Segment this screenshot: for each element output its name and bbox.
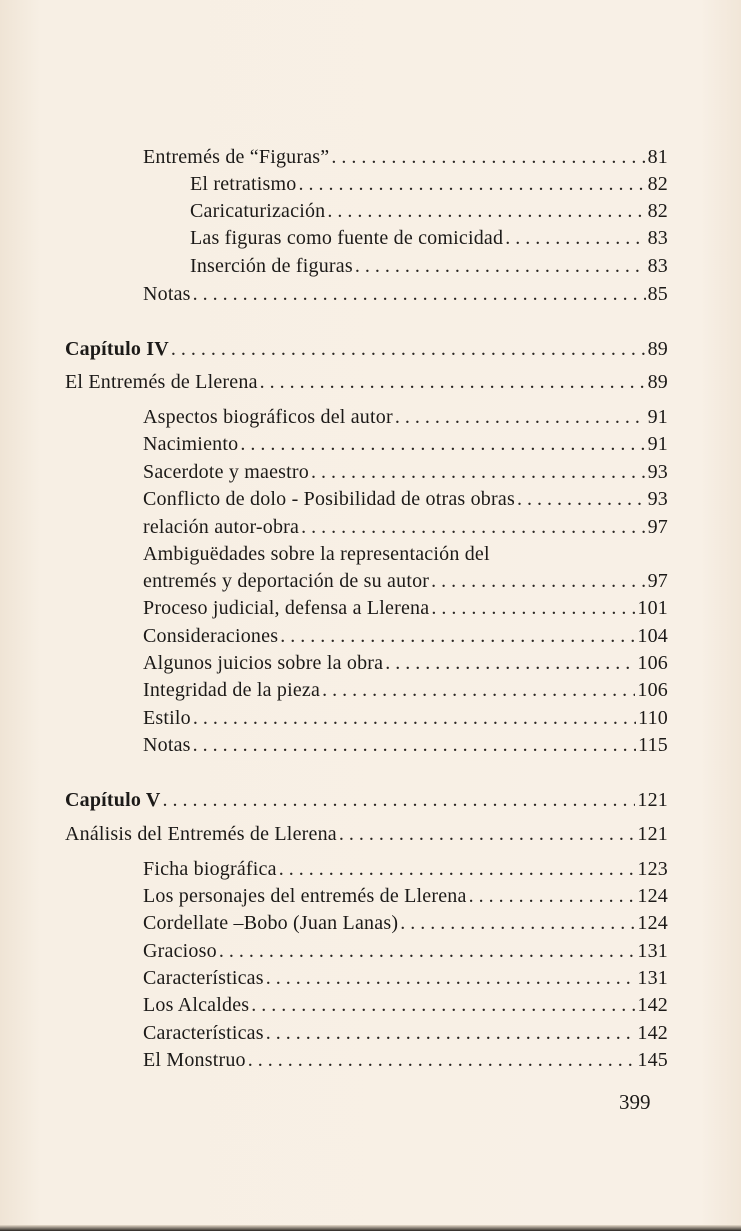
toc-entry-title: Notas — [143, 283, 191, 305]
toc-entry — [143, 569, 668, 593]
toc-entry-page: 106 — [637, 652, 668, 674]
toc-entry-page: 97 — [647, 570, 668, 592]
dot-leader — [339, 822, 636, 846]
toc-entry-title: Análisis del Entremés de Llerena — [65, 823, 337, 845]
dot-leader — [266, 966, 636, 990]
toc-entry-title: El retratismo — [190, 173, 297, 195]
toc-entry-page: 91 — [647, 433, 668, 455]
toc-entry-page: 131 — [637, 940, 668, 962]
dot-leader — [331, 145, 645, 169]
toc-entry-page: 83 — [647, 227, 668, 249]
toc-entry-page: 142 — [637, 994, 668, 1016]
dot-leader — [193, 282, 646, 306]
dot-leader — [280, 624, 635, 648]
toc-entry-title: Proceso judicial, defensa a Llerena — [143, 597, 430, 619]
toc-entry-title: El Entremés de Llerena — [65, 371, 258, 393]
toc-entry-title: Integridad de la pieza — [143, 679, 321, 701]
toc-entry-page: 93 — [647, 488, 668, 510]
toc-entry-title: Características — [143, 1022, 264, 1044]
toc-entry-page: 91 — [647, 406, 668, 428]
dot-leader — [171, 337, 646, 361]
page-number: 399 — [619, 1090, 651, 1114]
toc-entry-title: Gracioso — [143, 940, 217, 962]
toc-entry-page: 89 — [647, 338, 668, 360]
dot-leader — [193, 733, 636, 757]
toc-entry — [143, 282, 668, 306]
toc-entry-title: Estilo — [143, 707, 191, 729]
toc-entry-page: 123 — [637, 858, 668, 880]
toc-entry-title: Inserción de figuras — [190, 255, 353, 277]
toc-entry-page: 124 — [637, 885, 668, 907]
toc-chapter-heading — [65, 337, 668, 361]
toc-entry — [190, 226, 668, 250]
toc-entry — [143, 706, 668, 730]
toc-entry-page: 115 — [638, 734, 668, 756]
dot-leader — [240, 432, 645, 456]
toc-entry-page: 121 — [637, 789, 668, 811]
toc-entry-page: 106 — [637, 679, 668, 701]
toc-entry-title: Capítulo V — [65, 789, 161, 811]
toc-entry-title: relación autor-obra — [143, 516, 300, 538]
toc-entry — [143, 857, 668, 881]
toc-entry-page: 104 — [637, 625, 668, 647]
dot-leader — [279, 857, 636, 881]
dot-leader — [266, 1021, 636, 1045]
dot-leader — [385, 651, 635, 675]
dot-leader — [395, 405, 646, 429]
toc-entry — [190, 172, 668, 196]
toc-entry — [143, 1021, 668, 1045]
toc-entry — [143, 515, 668, 539]
dot-leader — [431, 569, 645, 593]
toc-entry-title: Características — [143, 967, 264, 989]
toc-entry-title: Ficha biográfica — [143, 858, 277, 880]
toc-entry — [143, 624, 668, 648]
dot-leader — [251, 993, 635, 1017]
toc-entry — [143, 460, 668, 484]
toc-entry-title: Conflicto de dolo - Posibilidad de otras obras — [143, 488, 515, 510]
toc-entry — [143, 487, 668, 511]
toc-entry-title: Notas — [143, 734, 191, 756]
dot-leader — [505, 226, 645, 250]
toc-entry — [65, 370, 668, 394]
toc-chapter-heading — [65, 788, 668, 812]
dot-leader — [219, 939, 636, 963]
toc-entry-page: 145 — [637, 1049, 668, 1071]
toc-entry — [143, 733, 668, 757]
toc-entry — [143, 596, 668, 620]
toc-entry-title: Algunos juicios sobre la obra — [143, 652, 384, 674]
toc-entry-page: 131 — [637, 967, 668, 989]
dot-leader — [311, 460, 646, 484]
toc-entry-page: 97 — [647, 516, 668, 538]
dot-leader — [163, 788, 636, 812]
toc-entry — [190, 199, 668, 223]
dot-leader — [355, 254, 646, 278]
toc-entry-page: 124 — [637, 912, 668, 934]
toc-entry-page: 142 — [637, 1022, 668, 1044]
toc-entry-page: 93 — [647, 461, 668, 483]
dot-leader — [301, 515, 645, 539]
toc-entry — [143, 939, 668, 963]
toc-entry-page: 82 — [647, 200, 668, 222]
dot-leader — [260, 370, 646, 394]
toc-entry-page: 83 — [647, 255, 668, 277]
dot-leader — [193, 706, 636, 730]
toc-entry-title: Nacimiento — [143, 433, 239, 455]
toc-entry — [143, 145, 668, 169]
toc-entry-title: entremés y deportación de su autor — [143, 570, 430, 592]
toc-entry-title: Los Alcaldes — [143, 994, 250, 1016]
toc-entry-title: Consideraciones — [143, 625, 279, 647]
dot-leader — [400, 911, 635, 935]
toc-entry — [143, 432, 668, 456]
toc-entry-title: Capítulo IV — [65, 338, 169, 360]
toc-entry — [143, 651, 668, 675]
toc-entry — [190, 254, 668, 278]
toc-entry-title: El Monstruo — [143, 1049, 246, 1071]
toc-entry — [143, 884, 668, 908]
dot-leader — [327, 199, 645, 223]
toc-entry-page: 110 — [638, 707, 668, 729]
toc-entry-title: Las figuras como fuente de comicidad — [190, 227, 504, 249]
toc-entry-title: Caricaturización — [190, 200, 326, 222]
dot-leader — [248, 1048, 636, 1072]
toc-entry — [65, 822, 668, 846]
toc-entry-page: 121 — [637, 823, 668, 845]
toc-entry-page: 85 — [647, 283, 668, 305]
toc-entry-title: Entremés de “Figuras” — [143, 146, 330, 168]
toc-entry-page: 89 — [647, 371, 668, 393]
dot-leader — [298, 172, 645, 196]
dot-leader — [431, 596, 635, 620]
toc-entry — [143, 405, 668, 429]
toc-entry-page: 81 — [647, 146, 668, 168]
toc-entry — [143, 911, 668, 935]
toc-entry-title-line: Ambiguëdades sobre la representación del — [143, 543, 490, 565]
toc-entry-title: Sacerdote y maestro — [143, 461, 309, 483]
toc-entry — [143, 966, 668, 990]
toc-entry-title: Aspectos biográficos del autor — [143, 406, 393, 428]
toc-entry — [143, 993, 668, 1017]
page-bottom-edge — [0, 1225, 741, 1231]
toc-entry-page: 101 — [637, 597, 668, 619]
dot-leader — [469, 884, 636, 908]
toc-entry — [143, 678, 668, 702]
toc-entry — [143, 1048, 668, 1072]
dot-leader — [322, 678, 635, 702]
toc-entry-title: Cordellate –Bobo (Juan Lanas) — [143, 912, 399, 934]
dot-leader — [517, 487, 646, 511]
toc-entry-page: 82 — [647, 173, 668, 195]
toc-entry-title: Los personajes del entremés de Llerena — [143, 885, 467, 907]
